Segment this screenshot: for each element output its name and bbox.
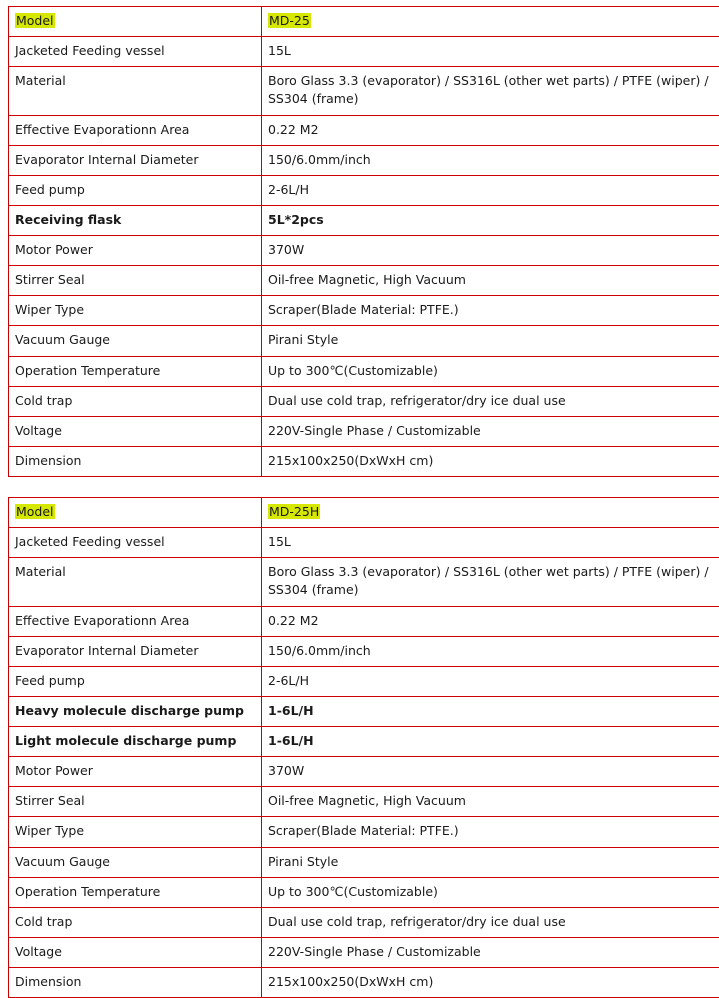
spec-value-text: 220V-Single Phase / Customizable (268, 944, 481, 959)
spec-label-cell (9, 356, 262, 386)
spec-label-cell (9, 498, 262, 528)
spec-table-md-25h (8, 497, 719, 998)
spec-label-cell (9, 606, 262, 636)
spec-value-cell (262, 326, 719, 356)
spec-label-text: Vacuum Gauge (15, 854, 110, 869)
spec-label-text: Voltage (15, 944, 62, 959)
spec-value-text: 220V-Single Phase / Customizable (268, 423, 481, 438)
spec-label-text: Material (15, 564, 66, 579)
table-row (9, 175, 719, 205)
spec-value-text: Pirani Style (268, 332, 338, 347)
spec-value-text: Scraper(Blade Material: PTFE.) (268, 302, 459, 317)
spec-label-cell (9, 115, 262, 145)
spec-label-cell (9, 877, 262, 907)
spec-value-cell (262, 636, 719, 666)
spec-label-text: Feed pump (15, 673, 85, 688)
spec-value-cell (262, 446, 719, 476)
spec-value-text: Oil-free Magnetic, High Vacuum (268, 793, 466, 808)
spec-label-cell (9, 666, 262, 696)
spec-label-cell (9, 937, 262, 967)
spec-value-cell (262, 416, 719, 446)
table-row (9, 115, 719, 145)
spec-value-text: 15L (268, 43, 291, 58)
spec-value-text: 2-6L/H (268, 182, 309, 197)
table-row (9, 877, 719, 907)
spec-value-text: 1-6L/H (268, 733, 314, 748)
spec-value-cell (262, 666, 719, 696)
spec-label-text: Operation Temperature (15, 363, 160, 378)
spec-value-text: Dual use cold trap, refrigerator/dry ice dual use (268, 914, 566, 929)
table-row (9, 696, 719, 726)
spec-label-cell (9, 787, 262, 817)
table-row (9, 907, 719, 937)
spec-value-cell (262, 145, 719, 175)
spec-value-text: 0.22 M2 (268, 122, 319, 137)
spec-label-cell (9, 67, 262, 115)
spec-label-text: Evaporator Internal Diameter (15, 643, 199, 658)
spec-label-text: Model (15, 504, 55, 519)
spec-label-cell (9, 528, 262, 558)
spec-label-cell (9, 847, 262, 877)
spec-label-text: Stirrer Seal (15, 793, 85, 808)
spec-label-text: Stirrer Seal (15, 272, 85, 287)
spec-value-text: Scraper(Blade Material: PTFE.) (268, 823, 459, 838)
spec-label-cell (9, 236, 262, 266)
spec-value-cell (262, 498, 719, 528)
spec-label-cell (9, 757, 262, 787)
spec-label-cell (9, 205, 262, 235)
spec-value-cell (262, 386, 719, 416)
spec-value-cell (262, 817, 719, 847)
table-row (9, 937, 719, 967)
spec-value-text: Pirani Style (268, 854, 338, 869)
spec-value-cell (262, 115, 719, 145)
spec-label-cell (9, 296, 262, 326)
spec-value-cell (262, 37, 719, 67)
spec-value-cell (262, 727, 719, 757)
spec-value-cell (262, 558, 719, 606)
spec-label-text: Dimension (15, 974, 81, 989)
spec-label-text: Material (15, 73, 66, 88)
spec-label-text: Motor Power (15, 763, 93, 778)
spec-table-md-25 (8, 6, 719, 477)
table-row (9, 386, 719, 416)
table-row (9, 446, 719, 476)
spec-value-text: 370W (268, 242, 304, 257)
spec-label-text: Receiving flask (15, 212, 121, 227)
spec-label-text: Evaporator Internal Diameter (15, 152, 199, 167)
spec-label-text: Feed pump (15, 182, 85, 197)
table-row (9, 498, 719, 528)
spec-value-cell (262, 787, 719, 817)
spec-label-cell (9, 907, 262, 937)
spec-label-text: Heavy molecule discharge pump (15, 703, 244, 718)
table-row (9, 7, 719, 37)
spec-value-cell (262, 877, 719, 907)
spec-value-cell (262, 296, 719, 326)
table-row (9, 636, 719, 666)
spec-label-text: Cold trap (15, 914, 72, 929)
table-row (9, 968, 719, 998)
spec-label-text: Motor Power (15, 242, 93, 257)
table-row (9, 727, 719, 757)
spec-value-text: 370W (268, 763, 304, 778)
spec-label-cell (9, 817, 262, 847)
spec-value-text: 215x100x250(DxWxH cm) (268, 453, 433, 468)
spec-value-cell (262, 266, 719, 296)
table-row (9, 326, 719, 356)
table-row (9, 528, 719, 558)
spec-value-cell (262, 757, 719, 787)
spec-label-text: Wiper Type (15, 302, 84, 317)
spec-label-text: Effective Evaporationn Area (15, 613, 189, 628)
spec-label-text: Voltage (15, 423, 62, 438)
table-row (9, 266, 719, 296)
spec-value-text: 2-6L/H (268, 673, 309, 688)
spec-value-text: 15L (268, 534, 291, 549)
spec-label-text: Light molecule discharge pump (15, 733, 236, 748)
table-row (9, 606, 719, 636)
spec-value-cell (262, 67, 719, 115)
spec-label-cell (9, 175, 262, 205)
table-row (9, 817, 719, 847)
spec-label-text: Cold trap (15, 393, 72, 408)
spec-label-cell (9, 266, 262, 296)
spec-label-text: Wiper Type (15, 823, 84, 838)
spec-value-text: MD-25 (268, 13, 311, 28)
spec-value-cell (262, 937, 719, 967)
spec-value-text: Boro Glass 3.3 (evaporator) / SS316L (other wet parts) / PTFE (wiper) / SS304 (frame) (268, 73, 709, 106)
spec-value-text: 150/6.0mm/inch (268, 152, 371, 167)
table-row (9, 205, 719, 235)
spec-tables-container (8, 6, 711, 998)
spec-value-cell (262, 606, 719, 636)
spec-value-text: Up to 300℃(Customizable) (268, 884, 438, 899)
spec-value-text: 5L*2pcs (268, 212, 324, 227)
spec-label-cell (9, 696, 262, 726)
spec-label-text: Model (15, 13, 55, 28)
spec-value-cell (262, 696, 719, 726)
spec-value-cell (262, 968, 719, 998)
spec-label-cell (9, 326, 262, 356)
spec-value-text: 215x100x250(DxWxH cm) (268, 974, 433, 989)
spec-value-text: Oil-free Magnetic, High Vacuum (268, 272, 466, 287)
table-row (9, 787, 719, 817)
table-row (9, 296, 719, 326)
spec-label-cell (9, 386, 262, 416)
spec-value-text: Up to 300℃(Customizable) (268, 363, 438, 378)
table-row (9, 37, 719, 67)
spec-label-cell (9, 7, 262, 37)
spec-label-text: Dimension (15, 453, 81, 468)
spec-value-text: 0.22 M2 (268, 613, 319, 628)
table-row (9, 356, 719, 386)
table-row (9, 67, 719, 115)
spec-label-cell (9, 416, 262, 446)
table-row (9, 847, 719, 877)
spec-value-cell (262, 236, 719, 266)
spec-value-text: 150/6.0mm/inch (268, 643, 371, 658)
spec-value-text: 1-6L/H (268, 703, 314, 718)
spec-label-cell (9, 37, 262, 67)
table-row (9, 145, 719, 175)
spec-value-cell (262, 847, 719, 877)
spec-value-text: Boro Glass 3.3 (evaporator) / SS316L (other wet parts) / PTFE (wiper) / SS304 (frame) (268, 564, 709, 597)
spec-value-cell (262, 528, 719, 558)
table-row (9, 666, 719, 696)
spec-label-text: Vacuum Gauge (15, 332, 110, 347)
spec-value-cell (262, 205, 719, 235)
table-row (9, 757, 719, 787)
spec-value-text: MD-25H (268, 504, 320, 519)
spec-label-cell (9, 968, 262, 998)
table-row (9, 558, 719, 606)
spec-value-text: Dual use cold trap, refrigerator/dry ice dual use (268, 393, 566, 408)
spec-label-text: Operation Temperature (15, 884, 160, 899)
spec-label-text: Effective Evaporationn Area (15, 122, 189, 137)
table-row (9, 236, 719, 266)
spec-label-text: Jacketed Feeding vessel (15, 43, 165, 58)
spec-label-cell (9, 727, 262, 757)
spec-label-text: Jacketed Feeding vessel (15, 534, 165, 549)
spec-label-cell (9, 636, 262, 666)
spec-value-cell (262, 7, 719, 37)
spec-label-cell (9, 446, 262, 476)
table-row (9, 416, 719, 446)
spec-label-cell (9, 145, 262, 175)
spec-value-cell (262, 175, 719, 205)
spec-label-cell (9, 558, 262, 606)
spec-value-cell (262, 356, 719, 386)
spec-value-cell (262, 907, 719, 937)
